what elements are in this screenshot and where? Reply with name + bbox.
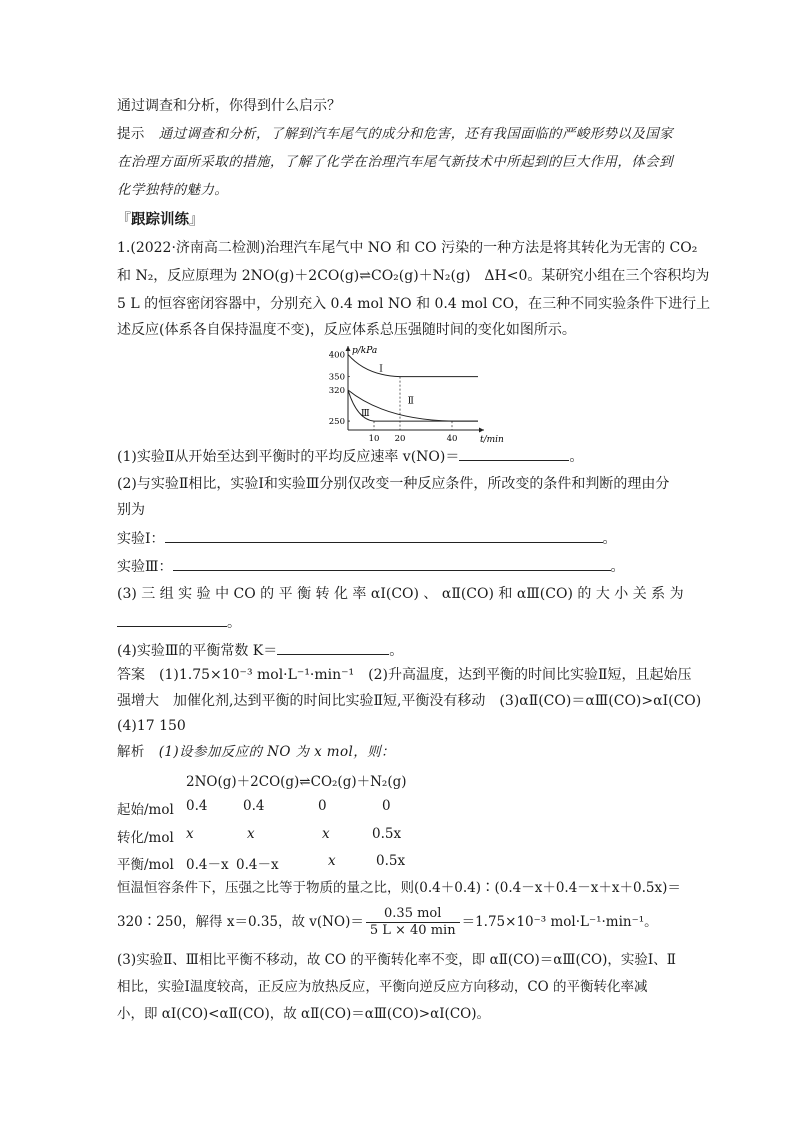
answer-line-2: 强增大 加催化剂,达到平衡的时间比实验Ⅱ短,平衡没有移动 (3)αⅡ(CO)＝αⅢ(CO)>αⅠ(CO): [117, 693, 702, 709]
question-2-line-1: (2)与实验Ⅱ相比，实验Ⅰ和实验Ⅲ分别仅改变一种反应条件，所改变的条件和判断的理由分: [117, 476, 670, 492]
hint-line-2: 在治理方面所采取的措施，了解了化学在治理汽车尾气新技术中所起到的巨大作用，体会到: [117, 154, 673, 170]
x-tick-label: 20: [394, 434, 406, 444]
question-2-exp1: 实验Ⅰ： 。: [117, 528, 677, 549]
table-row-label: 转化/mol: [117, 830, 174, 846]
section-heading: 『跟踪训练』: [116, 210, 205, 228]
x-axis-arrow-icon: [479, 428, 484, 433]
analysis-equation: 2NO(g)＋2CO(g)⇌CO₂(g)＋N₂(g): [186, 774, 407, 790]
answer-blank-3[interactable]: [117, 612, 227, 627]
table-cell: x: [322, 826, 330, 842]
analysis-p3-line-2: 相比，实验Ⅰ温度较高，正反应为放热反应，平衡向逆反应方向移动，CO 的平衡转化率减: [117, 979, 648, 995]
analysis-label: 解析: [117, 744, 145, 760]
table-cell: 0: [382, 798, 391, 814]
series-line-1: [348, 354, 478, 376]
answer-blank-4[interactable]: [277, 640, 389, 655]
table-cell: 0.4: [243, 798, 265, 814]
table-cell: 0.5x: [376, 853, 406, 869]
table-cell: 0.5x: [372, 826, 402, 842]
analysis-p3-line-1: (3)实验Ⅱ、Ⅲ相比平衡不移动，故 CO 的平衡转化率不变，即 αⅡ(CO)＝αⅢ(CO)，实验Ⅰ、Ⅱ: [117, 952, 676, 968]
series-label-3: Ⅲ: [361, 408, 370, 419]
bracket-left-icon: 『: [116, 210, 132, 228]
table-cell: 0.4: [186, 798, 208, 814]
table-cell: x: [247, 826, 255, 842]
y-axis-arrow-icon: [346, 346, 351, 351]
answer-blank-2b[interactable]: [173, 556, 611, 571]
question-1: (1)实验Ⅱ从开始至达到平衡时的平均反应速率 v(NO)＝ 。: [117, 446, 677, 467]
hint-label: 提示: [117, 126, 145, 142]
pressure-time-chart: [318, 342, 504, 445]
x-tick-label: 40: [446, 434, 458, 444]
answer-blank-1[interactable]: [459, 446, 569, 461]
answer-line-3: (4)17 150: [117, 718, 186, 734]
question-3-line-1: (3) 三 组 实 验 中 CO 的 平 衡 转 化 率 αⅠ(CO) 、 αⅡ(CO) 和 αⅢ(CO) 的 大 小 关 系 为: [117, 586, 684, 602]
y-tick-label: 350: [328, 372, 345, 383]
analysis-ratio-line: 恒温恒容条件下，压强之比等于物质的量之比，则(0.4＋0.4)∶(0.4－x＋0.4－x＋x＋0.5x)＝: [117, 880, 681, 896]
table-row-label: 平衡/mol: [117, 857, 174, 873]
table-cell: x: [328, 853, 336, 869]
question-2-line-2: 别为: [117, 502, 145, 518]
problem-stem-3: 5 L 的恒容密闭容器中，分别充入 0.4 mol NO 和 0.4 mol CO，在三种不同实验条件下进行上: [117, 296, 711, 312]
problem-stem-2: 和 N₂，反应原理为 2NO(g)＋2CO(g)⇌CO₂(g)＋N₂(g) ΔH<0。某研究小组在三个容积均为: [117, 268, 710, 284]
series-label-2: Ⅱ: [407, 396, 414, 407]
y-tick-label: 250: [328, 417, 345, 428]
answer-label: 答案: [117, 667, 145, 683]
problem-stem-4: 述反应(体系各自保持温度不变)，反应体系总压强随时间的变化如图所示。: [117, 322, 576, 338]
analysis-p3-line-3: 小，即 αⅠ(CO)<αⅡ(CO)，故 αⅡ(CO)＝αⅢ(CO)>αⅠ(CO)。: [117, 1006, 490, 1022]
y-tick-label: 320: [328, 386, 345, 396]
question-3-line-2: 。: [117, 612, 677, 633]
table-cell: 0.4－x: [236, 857, 279, 873]
x-axis-label: t/min: [480, 435, 504, 445]
hint-line-3: 化学独特的魅力。: [117, 182, 229, 198]
hint-line-1: [117, 124, 677, 144]
x-tick-label: 10: [368, 434, 380, 444]
answer-blank-2a[interactable]: [165, 528, 603, 543]
answer-line-1: 答案 (1)1.75×10⁻³ mol·L⁻¹·min⁻¹ (2)升高温度，达到平衡的时间比实验Ⅱ短，且起始压: [117, 667, 692, 683]
problem-number: 1.: [117, 240, 131, 256]
question-2-exp3: 实验Ⅲ： 。: [117, 556, 677, 577]
bracket-right-icon: 』: [189, 210, 205, 228]
table-cell: 0.4－x: [186, 857, 229, 873]
table-cell: 0: [318, 798, 327, 814]
analysis-intro: 解析 (1)设参加反应的 NO 为 x mol，则：: [117, 744, 395, 760]
question-4: (4)实验Ⅲ的平衡常数 K＝ 。: [117, 640, 677, 661]
y-tick-label: 400: [328, 350, 345, 361]
rate-fraction: $\frac{\text{0.35 mol}}{5 L \times 40 \min}$: [366, 906, 460, 939]
intro-question: 通过调查和分析，你得到什么启示？: [117, 98, 341, 114]
y-axis-label: p/kPa: [352, 346, 378, 356]
analysis-solve-line: 320∶250，解得 x＝0.35，故 v(NO)＝ $\frac{\text{0.35 mol}}{5 L \times 40 \min}$ ＝1.75×10⁻³ mol·L⁻¹·min⁻¹。: [117, 906, 658, 938]
series-label-1: Ⅰ: [379, 364, 383, 375]
table-cell: x: [186, 826, 194, 842]
problem-stem-1: 1.(2022·济南高二检测)治理汽车尾气中 NO 和 CO 污染的一种方法是将其转化为无害的 CO₂: [117, 240, 698, 256]
table-row-label: 起始/mol: [117, 802, 174, 818]
hint-text-1: 通过调查和分析，了解到汽车尾气的成分和危害，还有我国面临的严峻形势以及国家: [158, 126, 674, 142]
chart-svg: [318, 342, 504, 445]
